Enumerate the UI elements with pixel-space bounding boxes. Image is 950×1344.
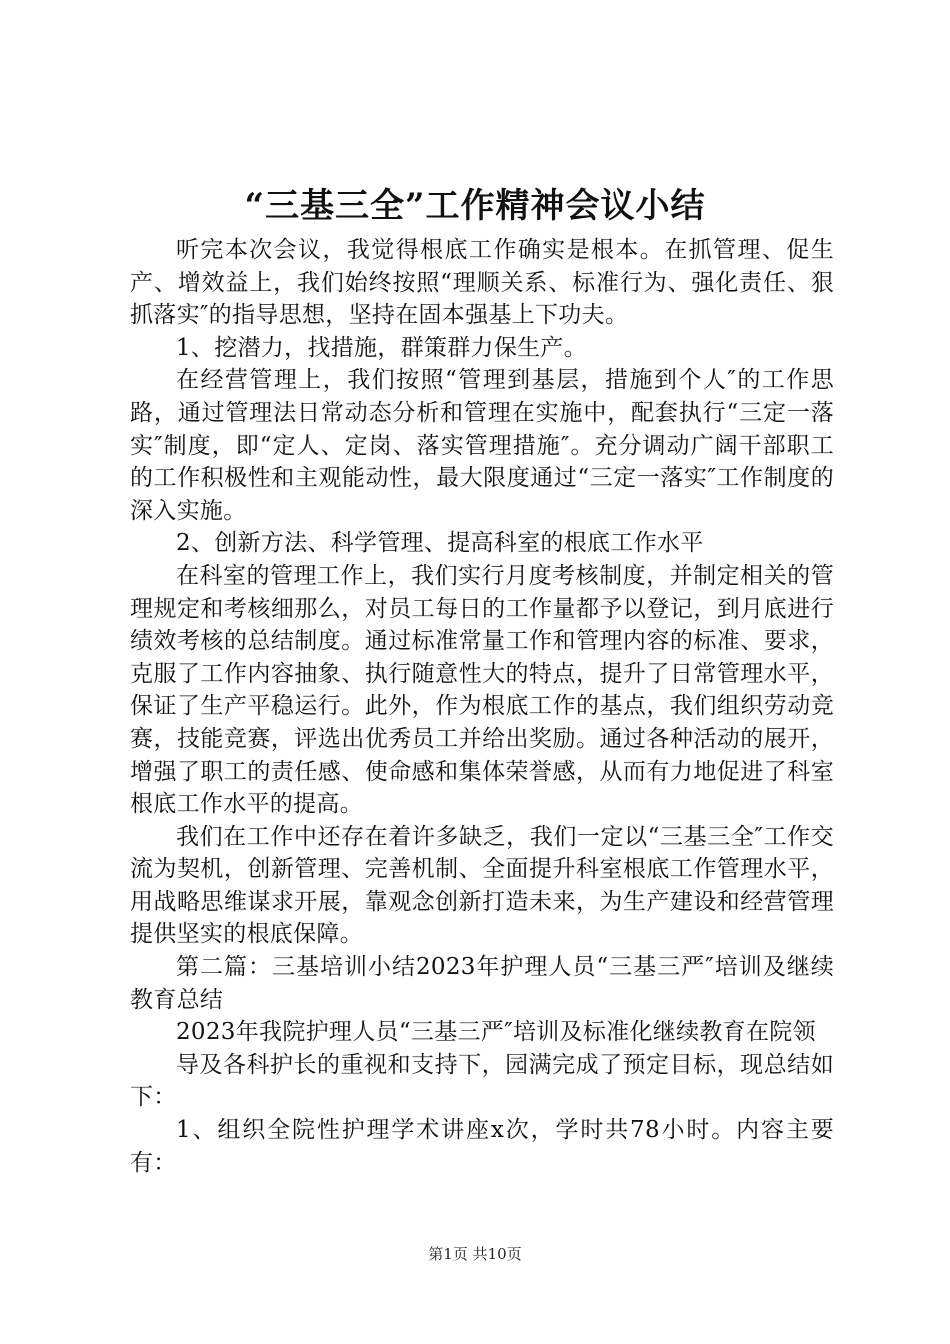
paragraph-heading-1: 1、挖潜力，找措施，群策群力保生产。 (176, 334, 588, 361)
paragraph-part-two-intro: 2023年我院护理人员“三基三严″培训及标准化继续教育在院领 (176, 1019, 816, 1046)
document-title: “三基三全”工作精神会议小结 (244, 186, 706, 226)
paragraph-part-two-continued: 导及各科护长的重视和支持下，园满完成了预定目标，现总结如下： (130, 1051, 834, 1111)
paragraph-heading-2: 2、创新方法、科学管理、提高科室的根底工作水平 (176, 530, 704, 557)
paragraph-department: 在科室的管理工作上，我们实行月度考核制度，并制定相关的管理规定和考核细那么，对员工每日的工作量都予以登记，到月底进行绩效考核的总结制度。通过标准常量工作和管理内容的标准、要求，克服了工作内容抽象、执行随意性大的特点，提升了日常管理水平，保证了生产平稳运行。此外，作为根底工作的基点，我们组织劳动竞赛，技能竞赛，评选出优秀员工并给出奖励。通过各种活动的展开，增强了职工的责任感、使命感和集体荣誉感，从而有力地促进了科室根底工作水平的提高。 (130, 562, 834, 818)
paragraph-part-two-title: 第二篇：三基培训小结2023年护理人员“三基三严″培训及继续教育总结 (130, 954, 834, 1013)
paragraph-intro: 听完本次会议，我觉得根底工作确实是根本。在抓管理、促生产、增效益上，我们始终按照“理顺关系、标准行为、强化责任、狠抓落实″的指导思想，坚持在固本强基上下功夫。 (130, 237, 834, 329)
document-body (130, 234, 834, 1179)
page-footer: 第1页 共10页 (428, 1245, 522, 1263)
paragraph-operations: 在经营管理上，我们按照“管理到基层，措施到个人″的工作思路，通过管理法日常动态分析和管理在实施中，配套执行“三定一落实″制度，即“定人、定岗、落实管理措施″。充分调动广阔干部职工的工作积极性和主观能动性，最大限度通过“三定一落实″工作制度的深入实施。 (130, 367, 834, 524)
paragraph-shortcomings: 我们在工作中还存在着许多缺乏，我们一定以“三基三全″工作交流为契机，创新管理、完善机制、全面提升科室根底工作管理水平，用战略思维谋求开展，靠观念创新打造未来，为生产建设和经营管理提供坚实的根底保障。 (130, 823, 834, 948)
paragraph-part-two-item-1: 1、组织全院性护理学术讲座x次，学时共78小时。内容主要有： (130, 1117, 834, 1176)
